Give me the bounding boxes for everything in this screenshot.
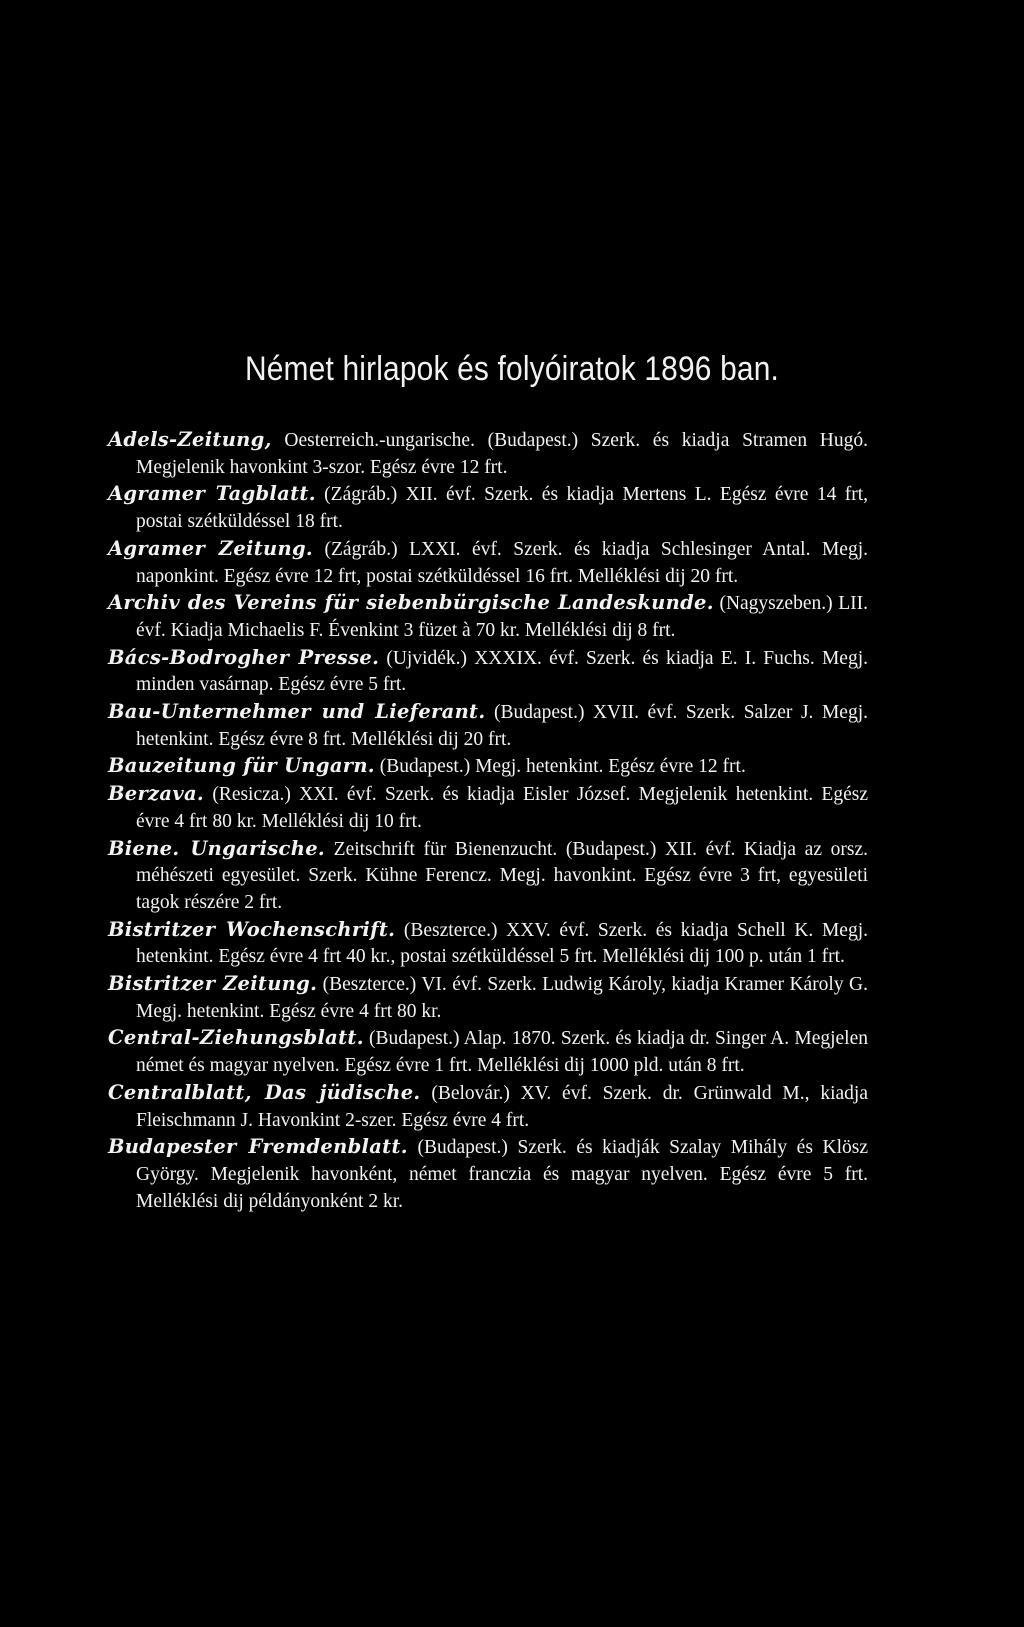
list-item	[108, 1025, 868, 1079]
list-item	[108, 917, 868, 971]
entry-body: (Budapest.) Szerk. és kiadják Szalay Mihály és Klösz György. Megjelenik havonként, német franczia és magyar nyelven. Egész évre 5 frt. Melléklési dij példányonként 2 kr.	[136, 1137, 868, 1212]
list-item	[108, 971, 868, 1025]
entry-body: (Budapest.) XVII. évf. Szerk. Salzer J. Megj. hetenkint. Egész évre 8 frt. Melléklési dij 20 frt.	[136, 702, 868, 750]
entry-title: Bács-Bodrogher Presse.	[108, 645, 380, 669]
entry-title: Biene. Ungarische.	[108, 836, 325, 860]
entry-body: (Nagyszeben.) LII. évf. Kiadja Michaelis F. Évenkint 3 füzet à 70 kr. Melléklési dij 8 frt.	[136, 593, 868, 641]
entry-body: (Zágráb.) XII. évf. Szerk. és kiadja Mertens L. Egész évre 14 frt, postai szétküldéssel 18 frt.	[136, 484, 868, 533]
entry-body: (Budapest.) Megj. hetenkint. Egész évre 12 frt.	[374, 756, 746, 778]
entry-body: (Resicza.) XXI. évf. Szerk. és kiadja Eisler József. Megjelenik hetenkint. Egész évre 4 frt 80 kr. Melléklési dij 10 frt.	[136, 784, 868, 832]
entry-title: Archiv des Vereins für siebenbürgische Landeskunde.	[108, 591, 714, 615]
list-item	[108, 781, 868, 835]
list-item	[108, 1080, 868, 1134]
entry-title: Bauzeitung für Ungarn.	[108, 754, 375, 778]
entry-body: (Budapest.) Alap. 1870. Szerk. és kiadja dr. Singer A. Megjelen német és magyar nyelven. Egész évre 1 frt. Melléklési dij 1000 pld. után 8 frt.	[136, 1028, 868, 1077]
entry-body: (Ujvidék.) XXXIX. évf. Szerk. és kiadja E. I. Fuchs. Megj. minden vasárnap. Egész évre 5 frt.	[136, 647, 868, 696]
entry-title: Central-Ziehungsblatt.	[108, 1026, 364, 1050]
entry-title: Budapester Fremdenblatt.	[108, 1135, 408, 1159]
list-item	[108, 645, 868, 699]
entry-body: (Belovár.) XV. évf. Szerk. dr. Grünwald M., kiadja Fleischmann J. Havonkint 2-szer. Egész évre 4 frt.	[136, 1082, 868, 1131]
entry-body: (Beszterce.) XXV. évf. Szerk. és kiadja Schell K. Megj. hetenkint. Egész évre 4 frt 40 kr., postai szétküldéssel 5 frt. Melléklési dij 100 p. után 1 frt.	[136, 919, 868, 968]
entry-title: Agramer Zeitung.	[108, 536, 314, 560]
entry-body: Zeitschrift für Bienenzucht. (Budapest.) XII. évf. Kiadja az orsz. méhészeti egyesület. Szerk. Kühne Ferencz. Megj. havonkint. Egész évre 3 frt, egyesületi tagok részére 2 frt.	[136, 838, 868, 913]
list-item	[108, 699, 868, 753]
list-item	[108, 753, 868, 781]
list-item	[108, 427, 868, 481]
list-item	[108, 481, 868, 535]
page-heading: Német hirlapok és folyóiratok 1896 ban.	[244, 350, 780, 388]
entry-title: Bau-Unternehmer und Lieferant.	[108, 700, 486, 724]
entry-title: Centralblatt, Das jüdische.	[108, 1080, 421, 1104]
entry-title: Bistritzer Wochenschrift.	[108, 917, 396, 941]
entry-list	[108, 427, 868, 1215]
entry-title: Agramer Tagblatt.	[108, 482, 316, 506]
entry-body: (Zágráb.) LXXI. évf. Szerk. és kiadja Schlesinger Antal. Megj. naponkint. Egész évre 12 frt, postai szétküldéssel 16 frt. Melléklési dij 20 frt.	[136, 538, 868, 587]
list-item	[108, 590, 868, 644]
entry-title: Berzava.	[108, 782, 205, 806]
entry-title: Bistritzer Zeitung.	[108, 972, 318, 996]
list-item	[108, 536, 868, 590]
list-item	[108, 1134, 868, 1215]
list-item	[108, 836, 868, 917]
entry-body: (Beszterce.) VI. évf. Szerk. Ludwig Károly, kiadja Kramer Károly G. Megj. hetenkint. Egész évre 4 frt 80 kr.	[136, 974, 868, 1022]
entry-body: Oesterreich.-ungarische. (Budapest.) Szerk. és kiadja Stramen Hugó. Megjelenik havonkint 3-szor. Egész évre 12 frt.	[136, 430, 868, 478]
entry-title: Adels-Zeitung,	[108, 428, 272, 451]
